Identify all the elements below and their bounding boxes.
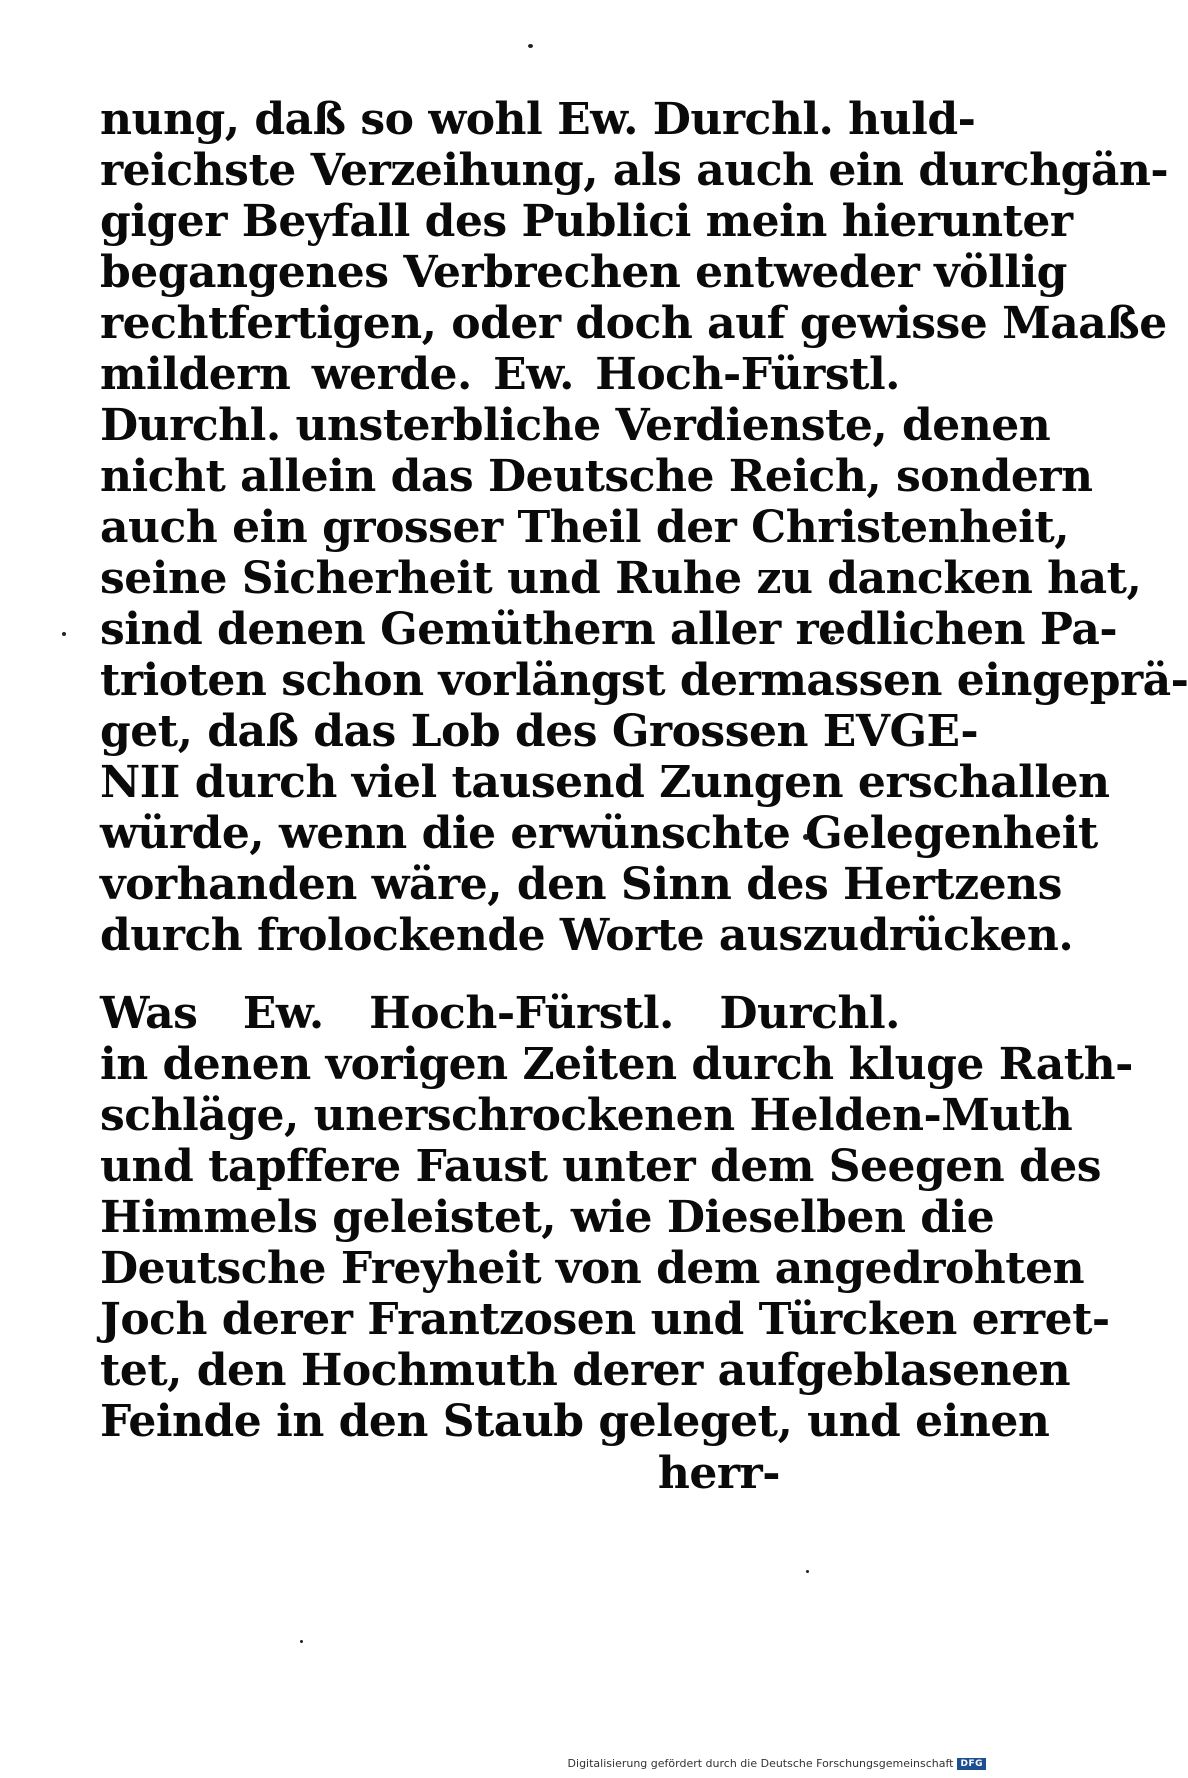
text-line: nung, daß so wohl Ew. Durchl. huld- bbox=[100, 94, 976, 145]
scan-speck bbox=[528, 44, 533, 48]
catchword: herr- bbox=[657, 1448, 780, 1499]
text-line: giger Beyfall des Publici mein hierunter bbox=[100, 196, 1073, 247]
scan-speck bbox=[62, 632, 66, 636]
text-line: seine Sicherheit und Ruhe zu dancken hat, bbox=[100, 553, 1142, 604]
text-line: schläge, unerschrockenen Helden-Muth bbox=[100, 1090, 1073, 1141]
text-line: begangenes Verbrechen entweder völlig bbox=[100, 247, 1067, 298]
scan-speck bbox=[806, 1570, 809, 1573]
text-line: auch ein grosser Theil der Christenheit, bbox=[100, 502, 1070, 553]
text-line: Joch derer Frantzosen und Türcken erret- bbox=[100, 1294, 1110, 1345]
text-line: durch frolockende Worte auszudrücken. bbox=[100, 910, 1074, 961]
text-line: rechtfertigen, oder doch auf gewisse Maaße bbox=[100, 298, 1167, 349]
text-line: sind denen Gemüthern aller redlichen Pa- bbox=[100, 604, 1118, 655]
text-line: trioten schon vorlängst dermassen eingeprä- bbox=[100, 655, 1188, 706]
text-line: in denen vorigen Zeiten durch kluge Rath- bbox=[100, 1039, 1133, 1090]
text-line: vorhanden wäre, den Sinn des Hertzens bbox=[100, 859, 1062, 910]
text-line: reichste Verzeihung, als auch ein durchgän- bbox=[100, 145, 1169, 196]
text-line: get, daß das Lob des Grossen EVGE- bbox=[100, 706, 979, 757]
text-line: NII durch viel tausend Zungen erschallen bbox=[100, 757, 1110, 808]
text-line: Feinde in den Staub geleget, und einen bbox=[100, 1396, 1050, 1447]
text-line: Himmels geleistet, wie Dieselben die bbox=[100, 1192, 995, 1243]
text-line: nicht allein das Deutsche Reich, sondern bbox=[100, 451, 1093, 502]
text-line: würde, wenn die erwünschte Gelegenheit bbox=[100, 808, 1098, 859]
text-line: Was Ew. Hoch-Fürstl. Durchl. bbox=[100, 988, 900, 1039]
text-line: und tapffere Faust unter dem Seegen des bbox=[100, 1141, 1102, 1192]
scan-speck bbox=[300, 1640, 303, 1643]
text-line: Deutsche Freyheit von dem angedrohten bbox=[100, 1243, 1085, 1294]
credit-text: Digitalisierung gefördert durch die Deutsche Forschungsgemeinschaft bbox=[567, 1757, 954, 1770]
text-line: tet, den Hochmuth derer aufgeblasenen bbox=[100, 1345, 1071, 1396]
text-line: Durchl. unsterbliche Verdienste, denen bbox=[100, 400, 1051, 451]
text-line: mildern werde. Ew. Hoch-Fürstl. bbox=[100, 349, 900, 400]
digitization-credit bbox=[568, 1757, 986, 1770]
dfg-logo: DFG bbox=[957, 1758, 986, 1770]
